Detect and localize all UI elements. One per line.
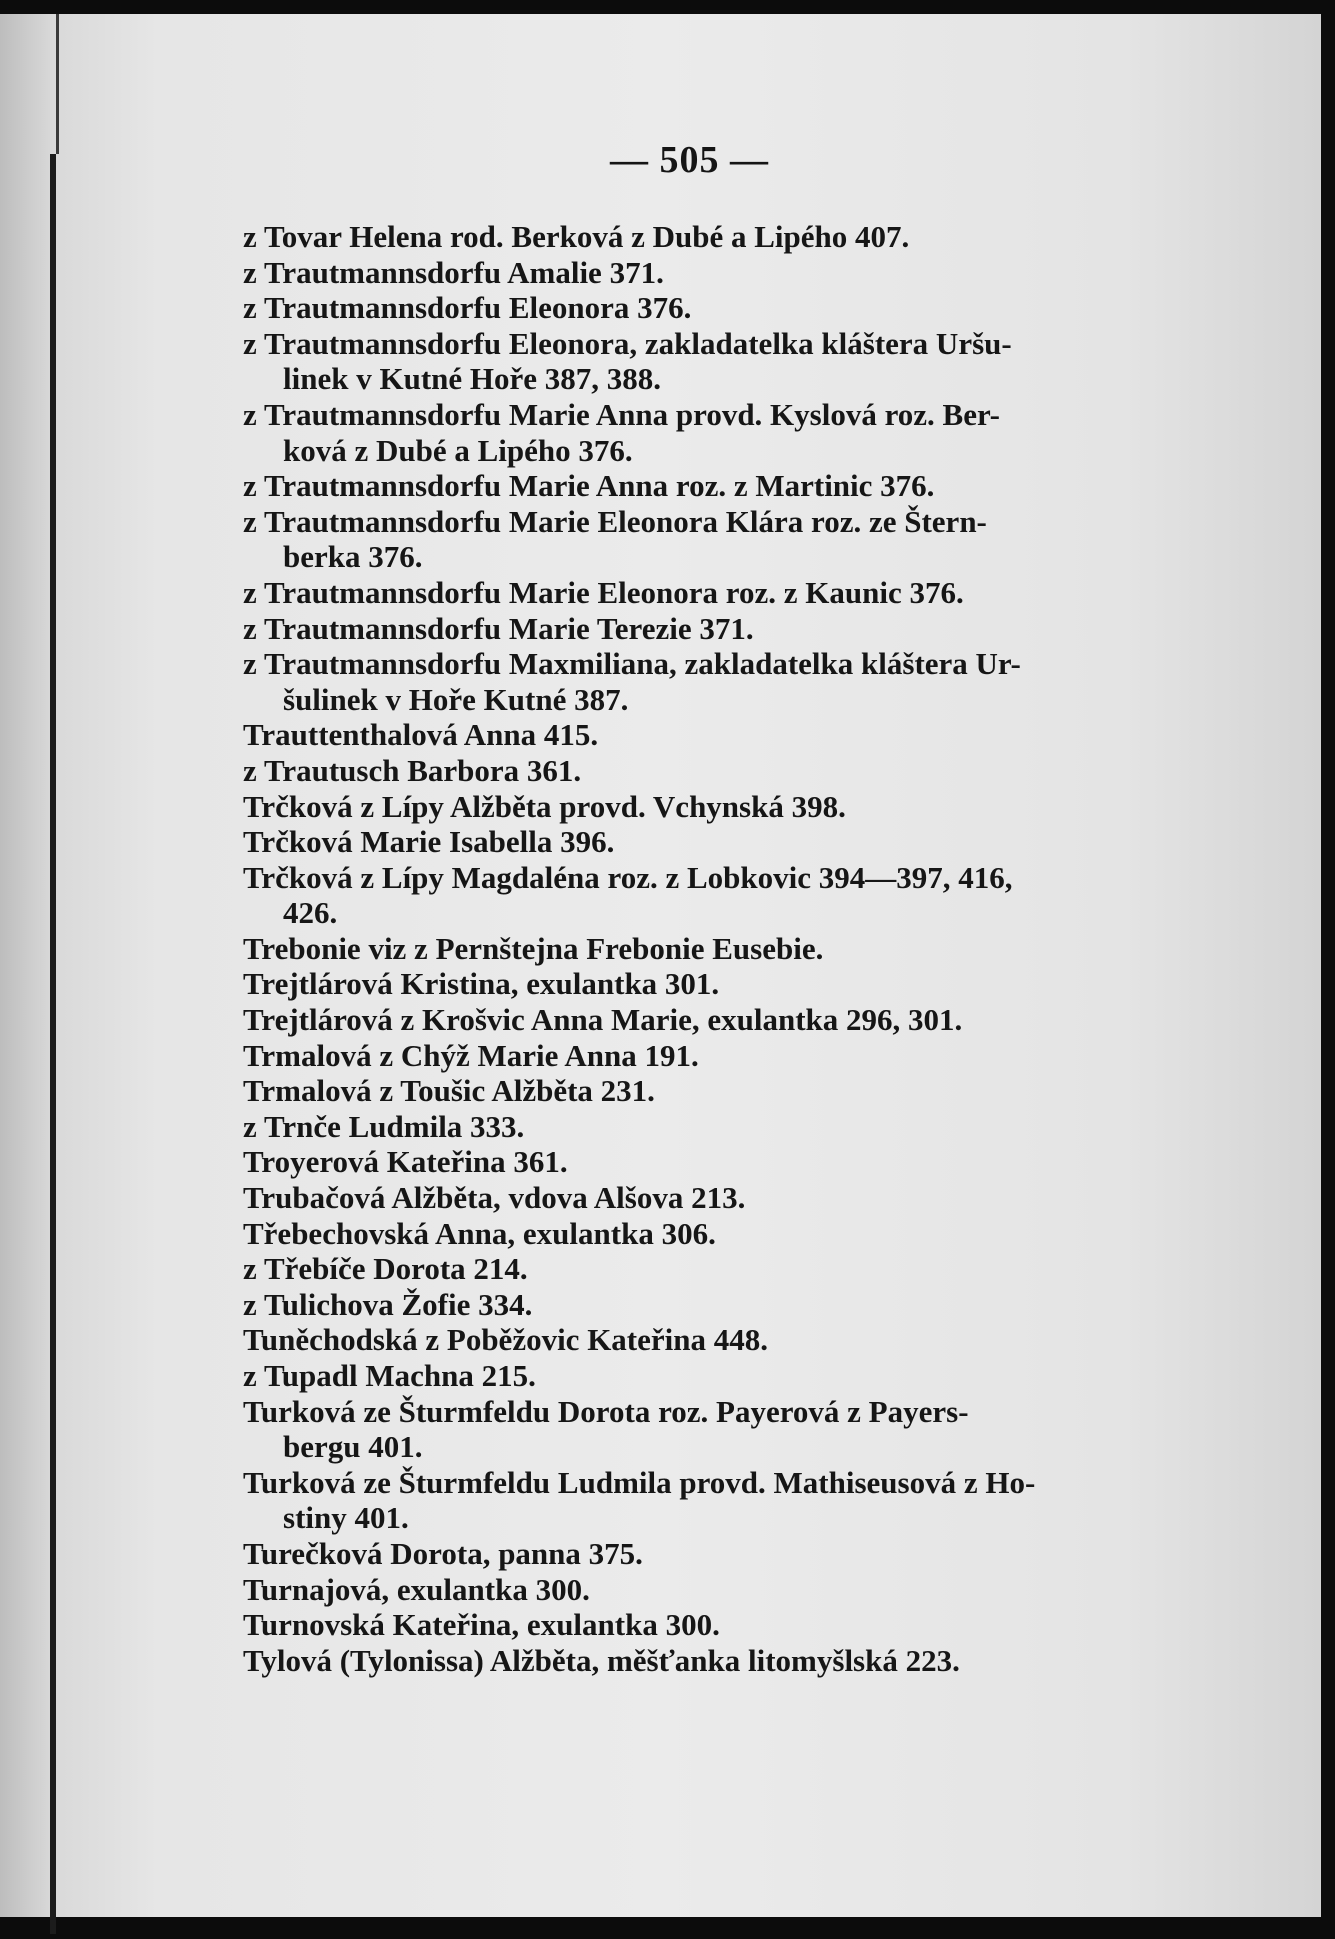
index-entry — [243, 931, 1213, 967]
index-entry — [243, 504, 1213, 575]
index-entry-line: z Trnče Ludmila 333. — [243, 1108, 525, 1144]
index-entry — [243, 1322, 1213, 1358]
index-entry — [243, 255, 1213, 291]
index-entry — [243, 1394, 1213, 1465]
page-number: — 505 — — [610, 139, 769, 181]
binding-shadow — [56, 14, 59, 154]
index-entry — [243, 611, 1213, 647]
index-entry-line: z Trautmannsdorfu Amalie 371. — [243, 254, 664, 290]
index-entry-line: Trauttenthalová Anna 415. — [243, 717, 599, 753]
scan-border-top — [0, 0, 1335, 14]
index-entry — [243, 1607, 1213, 1643]
index-entry — [243, 326, 1213, 397]
index-entry-line: Trejtlárová z Krošvic Anna Marie, exulantka 296, 301. — [243, 1002, 963, 1038]
index-entry-line: z Trautmannsdorfu Marie Terezie 371. — [243, 610, 754, 646]
index-entries — [243, 219, 1213, 1678]
index-entry-line: z Třebíče Dorota 214. — [243, 1251, 528, 1287]
index-entry-line: Turková ze Šturmfeldu Dorota roz. Payerová z Payers- — [243, 1393, 969, 1429]
index-entry-line: Tuněchodská z Poběžovic Kateřina 448. — [243, 1322, 769, 1358]
index-entry-line: z Tovar Helena rod. Berková z Dubé a Lipého 407. — [243, 219, 910, 254]
index-entry — [243, 1144, 1213, 1180]
index-entry-line: Turnovská Kateřina, exulantka 300. — [243, 1607, 720, 1643]
index-entry-line: z Trautmannsdorfu Eleonora 376. — [243, 290, 692, 326]
index-entry-continuation: bergu 401. — [283, 1429, 423, 1465]
index-entry-line: Trčková z Lípy Alžběta provd. Vchynská 398. — [243, 788, 846, 824]
scan-border-bottom — [0, 1917, 1335, 1939]
index-entry — [243, 1180, 1213, 1216]
index-entry-continuation: berka 376. — [283, 539, 423, 575]
index-entry — [243, 1643, 1213, 1679]
index-entry-continuation: šulinek v Hoře Kutné 387. — [283, 681, 629, 717]
index-entry — [243, 753, 1213, 789]
index-entry — [243, 1073, 1213, 1109]
index-entry-line: Trejtlárová Kristina, exulantka 301. — [243, 966, 720, 1002]
index-entry — [243, 1536, 1213, 1572]
index-entry — [243, 1251, 1213, 1287]
index-entry-line: Trebonie viz z Pernštejna Frebonie Eusebie. — [243, 930, 824, 966]
index-entry — [243, 824, 1213, 860]
index-entry-continuation: ková z Dubé a Lipého 376. — [283, 432, 633, 468]
index-entry-line: Trčková Marie Isabella 396. — [243, 824, 615, 860]
index-entry-line: z Trautmannsdorfu Marie Anna provd. Kyslová roz. Ber- — [243, 396, 1000, 432]
index-entry-line: z Trautmannsdorfu Eleonora, zakladatelka kláštera Uršu- — [243, 325, 1012, 361]
index-entry — [243, 219, 1213, 255]
index-entry — [243, 468, 1213, 504]
index-entry-line: Trubačová Alžběta, vdova Alšova 213. — [243, 1180, 746, 1216]
index-entry — [243, 1002, 1213, 1038]
index-entry-line: z Tulichova Žofie 334. — [243, 1286, 533, 1322]
index-entry-line: Troyerová Kateřina 361. — [243, 1144, 568, 1180]
index-entry — [243, 966, 1213, 1002]
index-entry-line: z Trautmannsdorfu Maxmiliana, zakladatelka kláštera Ur- — [243, 646, 1021, 682]
scan-border-right — [1321, 0, 1335, 1939]
index-entry — [243, 1358, 1213, 1394]
index-entry-line: Turnajová, exulantka 300. — [243, 1571, 590, 1607]
index-entry-line: Turečková Dorota, panna 375. — [243, 1535, 643, 1571]
index-entry-continuation: stiny 401. — [283, 1500, 409, 1536]
index-entry-line: Trmalová z Toušic Alžběta 231. — [243, 1073, 655, 1109]
index-entry — [243, 1465, 1213, 1536]
index-entry — [243, 1216, 1213, 1252]
binding-edge — [50, 154, 56, 1934]
index-entry-line: Tylová (Tylonissa) Alžběta, měšťanka litomyšlská 223. — [243, 1642, 960, 1678]
index-entry-line: z Trautmannsdorfu Marie Eleonora Klára roz. ze Štern- — [243, 503, 987, 539]
index-entry — [243, 860, 1213, 931]
index-entry — [243, 290, 1213, 326]
index-entry — [243, 717, 1213, 753]
index-entry-line: z Trautmannsdorfu Marie Anna roz. z Martinic 376. — [243, 468, 935, 504]
index-entry-line: Trčková z Lípy Magdaléna roz. z Lobkovic 394—397, 416, — [243, 859, 1013, 895]
index-entry — [243, 789, 1213, 825]
index-entry — [243, 1109, 1213, 1145]
index-entry-line: z Trautmannsdorfu Marie Eleonora roz. z Kaunic 376. — [243, 574, 964, 610]
index-entry-line: z Tupadl Machna 215. — [243, 1358, 536, 1393]
index-entry — [243, 397, 1213, 468]
index-entry-continuation: linek v Kutné Hoře 387, 388. — [283, 361, 662, 397]
index-entry-line: Turková ze Šturmfeldu Ludmila provd. Mathiseusová z Ho- — [243, 1464, 1036, 1500]
index-entry — [243, 1572, 1213, 1608]
index-entry — [243, 646, 1213, 717]
index-entry-line: Třebechovská Anna, exulantka 306. — [243, 1215, 716, 1251]
index-entry-line: Trmalová z Chýž Marie Anna 191. — [243, 1037, 699, 1073]
index-entry — [243, 1038, 1213, 1074]
index-entry-continuation: 426. — [283, 895, 338, 931]
index-entry — [243, 575, 1213, 611]
index-entry-line: z Trautusch Barbora 361. — [243, 752, 582, 788]
index-entry — [243, 1287, 1213, 1323]
